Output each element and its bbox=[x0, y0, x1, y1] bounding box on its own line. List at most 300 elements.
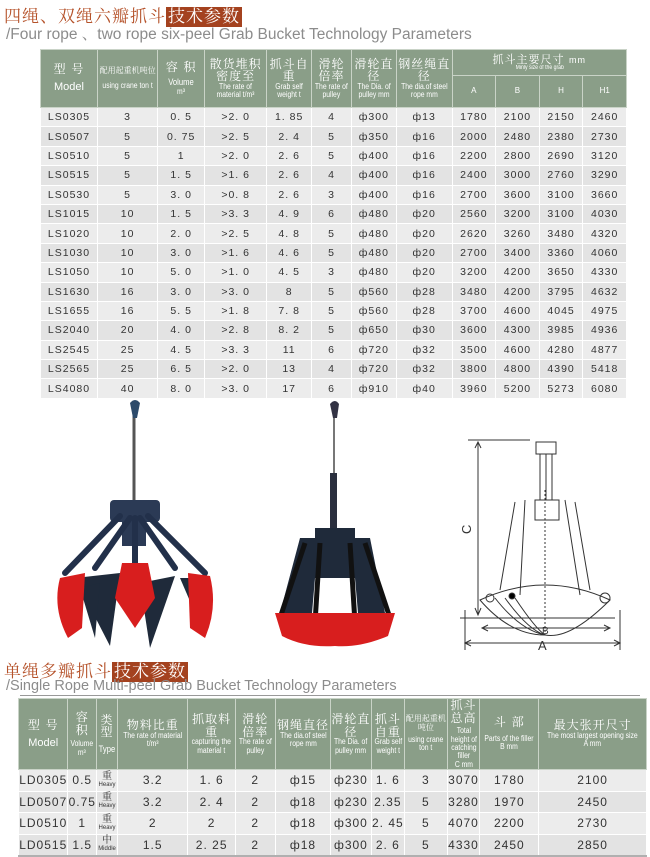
table-cell: 25 bbox=[98, 360, 158, 379]
table-cell: 4800 bbox=[496, 360, 540, 379]
section2-title-prefix: 单绳多瓣抓斗 bbox=[4, 662, 112, 682]
table-cell: 4 bbox=[312, 108, 352, 127]
table-row bbox=[19, 834, 647, 856]
col-H: H bbox=[539, 76, 583, 108]
table-cell: 5 bbox=[312, 224, 352, 243]
table-cell: 5. 0 bbox=[158, 263, 205, 282]
table-cell: 1. 5 bbox=[158, 166, 205, 185]
type-cn: 重 bbox=[102, 792, 113, 804]
table-cell: 6 bbox=[312, 204, 352, 223]
table-cell: 5. 5 bbox=[158, 301, 205, 320]
table-cell: 3480 bbox=[539, 224, 583, 243]
table-cell bbox=[97, 791, 118, 813]
col-pulley-rate: 滑轮倍率 The rate of pulley bbox=[312, 50, 352, 108]
table-cell: 2. 6 bbox=[267, 185, 312, 204]
table-cell: ф16 bbox=[396, 127, 452, 146]
table-cell: 4060 bbox=[583, 243, 627, 262]
table-row bbox=[41, 204, 627, 223]
table-cell: 3650 bbox=[539, 263, 583, 282]
table-cell: 2200 bbox=[480, 813, 539, 835]
table-cell: >2. 8 bbox=[205, 321, 267, 340]
table-cell: 2700 bbox=[452, 243, 496, 262]
table-cell: 10 bbox=[98, 204, 158, 223]
table-cell: 3960 bbox=[452, 379, 496, 398]
col-crane: 配用起重机吨位 using crane ton t bbox=[405, 699, 447, 770]
table-cell: 3200 bbox=[452, 263, 496, 282]
table-cell: 8. 2 bbox=[267, 321, 312, 340]
table-cell: 8. 0 bbox=[158, 379, 205, 398]
grab-dimension-diagram bbox=[450, 430, 645, 655]
type-en: Middle bbox=[98, 846, 116, 853]
table-cell: 2690 bbox=[539, 146, 583, 165]
table-cell: 3260 bbox=[496, 224, 540, 243]
col-H1: H1 bbox=[583, 76, 627, 108]
table-cell: 10 bbox=[98, 243, 158, 262]
table-cell: 3800 bbox=[452, 360, 496, 379]
table-cell: ф28 bbox=[396, 301, 452, 320]
table-cell: >3. 0 bbox=[205, 379, 267, 398]
table-row bbox=[41, 108, 627, 127]
table-cell: >1. 6 bbox=[205, 243, 267, 262]
table-cell: 3600 bbox=[496, 185, 540, 204]
table-cell: 4330 bbox=[583, 263, 627, 282]
table-cell: 5 bbox=[405, 813, 447, 835]
table-cell: 3.2 bbox=[118, 791, 188, 813]
table-cell: LS1030 bbox=[41, 243, 98, 262]
table-cell: 6 bbox=[312, 379, 352, 398]
table-cell: 4200 bbox=[496, 282, 540, 301]
table-cell: 2100 bbox=[496, 108, 540, 127]
table-cell: 2 bbox=[118, 813, 188, 835]
table-cell: ф13 bbox=[396, 108, 452, 127]
table-cell: 6. 5 bbox=[158, 360, 205, 379]
table-cell: 4200 bbox=[496, 263, 540, 282]
table-cell: 2730 bbox=[539, 813, 647, 835]
table-cell: 2800 bbox=[496, 146, 540, 165]
table-cell bbox=[97, 770, 118, 792]
type-cn: 中 bbox=[102, 835, 113, 847]
table-row bbox=[19, 770, 647, 792]
table-cell: 8 bbox=[267, 282, 312, 301]
table-cell: 5273 bbox=[539, 379, 583, 398]
table-cell: ф32 bbox=[396, 360, 452, 379]
table-cell: LD0305 bbox=[19, 770, 68, 792]
table-cell: 3100 bbox=[539, 204, 583, 223]
table-cell: 4280 bbox=[539, 340, 583, 359]
table-row bbox=[19, 813, 647, 835]
table-cell: 4320 bbox=[583, 224, 627, 243]
table-cell: ф30 bbox=[396, 321, 452, 340]
four-rope-grab-photo bbox=[40, 398, 230, 653]
table-cell: 3 bbox=[312, 185, 352, 204]
table-cell: >1. 6 bbox=[205, 166, 267, 185]
table-cell: 3070 bbox=[447, 770, 480, 792]
table-cell: 4877 bbox=[583, 340, 627, 359]
table-cell bbox=[97, 813, 118, 835]
table-cell: ф720 bbox=[351, 340, 396, 359]
table-cell: LS2040 bbox=[41, 321, 98, 340]
table-cell: 1.5 bbox=[68, 834, 97, 856]
col-pulley-dia: 滑轮直径 The Dia. of pulley mm bbox=[331, 699, 371, 770]
table-cell: 5 bbox=[98, 146, 158, 165]
table-cell: 2100 bbox=[539, 770, 647, 792]
table-cell: 16 bbox=[98, 282, 158, 301]
table-cell: LD0515 bbox=[19, 834, 68, 856]
col-model: 型 号 Model bbox=[41, 50, 98, 108]
table-cell: >2. 0 bbox=[205, 108, 267, 127]
section1-title-prefix: 四绳、双绳六瓣抓斗 bbox=[4, 7, 166, 27]
table-cell: ф350 bbox=[351, 127, 396, 146]
table-cell: 0.5 bbox=[68, 770, 97, 792]
table-cell: ф400 bbox=[351, 185, 396, 204]
table-row bbox=[41, 185, 627, 204]
table-cell: LS0510 bbox=[41, 146, 98, 165]
col-weight: 抓斗自重 Grab self weight t bbox=[267, 50, 312, 108]
table-cell: 3360 bbox=[539, 243, 583, 262]
col-weight: 抓斗自重 Grab self weight t bbox=[371, 699, 405, 770]
table-cell: 2 bbox=[235, 813, 275, 835]
table-cell: LS1050 bbox=[41, 263, 98, 282]
col-group-dimensions: 抓斗主要尺寸 mm Minly size of the grab bbox=[452, 50, 626, 76]
table-row bbox=[41, 282, 627, 301]
table-cell: 3 bbox=[312, 263, 352, 282]
table-cell: LS0530 bbox=[41, 185, 98, 204]
col-rope-dia: 钢丝绳直径 The dia.of steel rope mm bbox=[396, 50, 452, 108]
table-cell: >2. 5 bbox=[205, 127, 267, 146]
table-cell: 5 bbox=[98, 166, 158, 185]
table-cell: LD0507 bbox=[19, 791, 68, 813]
single-rope-params-table bbox=[18, 698, 647, 857]
table-cell: 10 bbox=[98, 263, 158, 282]
table-cell: 0.75 bbox=[68, 791, 97, 813]
table-cell: 5 bbox=[98, 185, 158, 204]
col-crane: 配用起重机吨位 using crane ton t bbox=[98, 50, 158, 108]
table-cell: 3795 bbox=[539, 282, 583, 301]
table-cell: 5 bbox=[312, 301, 352, 320]
table-cell: ф20 bbox=[396, 243, 452, 262]
table-cell: >2. 5 bbox=[205, 224, 267, 243]
table-cell: 4600 bbox=[496, 301, 540, 320]
section1-title-highlight: 技术参数 bbox=[168, 7, 240, 27]
table-cell: >0. 8 bbox=[205, 185, 267, 204]
table-cell: 6 bbox=[312, 340, 352, 359]
table-cell: ф720 bbox=[351, 360, 396, 379]
table-cell: LS0507 bbox=[41, 127, 98, 146]
table-cell: 1. 5 bbox=[158, 204, 205, 223]
type-en: Heavy bbox=[98, 781, 116, 788]
table-cell: 3400 bbox=[496, 243, 540, 262]
col-material: 物料比重 The rate of material t/m³ bbox=[118, 699, 188, 770]
table-cell: 2. 4 bbox=[267, 127, 312, 146]
table-cell: ф20 bbox=[396, 263, 452, 282]
table-cell: 5 bbox=[312, 321, 352, 340]
table-cell: 4. 5 bbox=[267, 263, 312, 282]
table-row bbox=[41, 146, 627, 165]
table-cell: >1. 0 bbox=[205, 263, 267, 282]
table-cell: 2. 6 bbox=[267, 146, 312, 165]
table-cell: 10 bbox=[98, 224, 158, 243]
table-cell: 2380 bbox=[539, 127, 583, 146]
table-cell: ф300 bbox=[331, 813, 371, 835]
table-cell: 5 bbox=[312, 282, 352, 301]
table-cell: 5 bbox=[98, 127, 158, 146]
table-cell: LS0305 bbox=[41, 108, 98, 127]
table-cell: ф18 bbox=[275, 791, 331, 813]
col-density: 散货堆积密度至 The rate of material t/m³ bbox=[205, 50, 267, 108]
table-cell: 40 bbox=[98, 379, 158, 398]
table-cell: 2. 0 bbox=[158, 224, 205, 243]
table-cell: 5 bbox=[312, 127, 352, 146]
table-cell: 1. 6 bbox=[371, 770, 405, 792]
table-cell: ф230 bbox=[331, 770, 371, 792]
table-cell: 2 bbox=[235, 834, 275, 856]
table-cell: ф16 bbox=[396, 166, 452, 185]
table-cell: 2 bbox=[188, 813, 236, 835]
col-volume: 容 积 Volume m³ bbox=[158, 50, 205, 108]
table-cell: ф480 bbox=[351, 224, 396, 243]
table-cell: 1. 6 bbox=[188, 770, 236, 792]
table-cell: 3000 bbox=[496, 166, 540, 185]
table-cell: ф560 bbox=[351, 301, 396, 320]
table-cell: ф650 bbox=[351, 321, 396, 340]
table-cell: LS4080 bbox=[41, 379, 98, 398]
table-cell: 3600 bbox=[452, 321, 496, 340]
table-cell: 3280 bbox=[447, 791, 480, 813]
table-cell: >3. 0 bbox=[205, 282, 267, 301]
table-cell: ф15 bbox=[275, 770, 331, 792]
table-cell: 1.5 bbox=[118, 834, 188, 856]
section1-subtitle: /Four rope 、two rope six-peel Grab Bucket Technology Parameters bbox=[6, 26, 472, 43]
table-cell: 4 bbox=[312, 166, 352, 185]
table-cell: 2150 bbox=[539, 108, 583, 127]
table-row bbox=[41, 224, 627, 243]
table-cell: >3. 3 bbox=[205, 204, 267, 223]
table-cell: 3120 bbox=[583, 146, 627, 165]
table-cell: 3. 0 bbox=[158, 243, 205, 262]
table-cell: LS1020 bbox=[41, 224, 98, 243]
table-cell: >2. 0 bbox=[205, 360, 267, 379]
table-cell: 4. 6 bbox=[267, 243, 312, 262]
table-row bbox=[41, 379, 627, 398]
table-cell: LS2565 bbox=[41, 360, 98, 379]
table-cell: 2760 bbox=[539, 166, 583, 185]
table-cell: ф18 bbox=[275, 834, 331, 856]
section2-divider bbox=[20, 695, 640, 696]
table-cell: 2700 bbox=[452, 185, 496, 204]
table-cell: 3. 0 bbox=[158, 185, 205, 204]
table-cell: ф230 bbox=[331, 791, 371, 813]
table-cell: 25 bbox=[98, 340, 158, 359]
col-pulley-dia: 滑轮直径 The Dia. of pulley mm bbox=[351, 50, 396, 108]
table-cell: 2560 bbox=[452, 204, 496, 223]
table-row bbox=[41, 127, 627, 146]
section2-title-highlight: 技术参数 bbox=[114, 662, 186, 682]
table-cell: ф400 bbox=[351, 166, 396, 185]
label-C: C bbox=[459, 524, 474, 534]
table-cell: >1. 8 bbox=[205, 301, 267, 320]
table-cell: LS1655 bbox=[41, 301, 98, 320]
table-cell: ф20 bbox=[396, 224, 452, 243]
table-cell: 2 bbox=[235, 770, 275, 792]
table-cell: ф910 bbox=[351, 379, 396, 398]
table-cell: 7. 8 bbox=[267, 301, 312, 320]
col-A: A bbox=[452, 76, 496, 108]
table-row bbox=[41, 301, 627, 320]
table-cell: ф40 bbox=[396, 379, 452, 398]
table-cell: >3. 3 bbox=[205, 340, 267, 359]
table-cell: 2460 bbox=[583, 108, 627, 127]
table-cell: 13 bbox=[267, 360, 312, 379]
table-row bbox=[41, 243, 627, 262]
table-cell: 1. 85 bbox=[267, 108, 312, 127]
col-bucket: 斗 部 Parts of the filler B mm bbox=[480, 699, 539, 770]
table-cell: 20 bbox=[98, 321, 158, 340]
label-B: B bbox=[542, 626, 549, 637]
four-rope-params-table bbox=[40, 49, 627, 399]
table-cell: 4975 bbox=[583, 301, 627, 320]
table-cell: 4390 bbox=[539, 360, 583, 379]
table-cell: 2850 bbox=[539, 834, 647, 856]
table-row bbox=[41, 340, 627, 359]
table-cell: ф28 bbox=[396, 282, 452, 301]
table-row bbox=[41, 360, 627, 379]
table-cell: 5200 bbox=[496, 379, 540, 398]
table-cell: 2. 6 bbox=[267, 166, 312, 185]
table-cell: 5 bbox=[312, 243, 352, 262]
table-cell: 5 bbox=[405, 834, 447, 856]
table-cell: 2. 25 bbox=[188, 834, 236, 856]
table-cell: 0. 5 bbox=[158, 108, 205, 127]
table-cell: 17 bbox=[267, 379, 312, 398]
table-cell: 4 bbox=[312, 360, 352, 379]
col-type: 类 型 Type bbox=[97, 699, 118, 770]
table-cell: 4. 9 bbox=[267, 204, 312, 223]
table-cell: 3660 bbox=[583, 185, 627, 204]
table-cell: 2620 bbox=[452, 224, 496, 243]
table-cell: 4330 bbox=[447, 834, 480, 856]
table-cell: 4936 bbox=[583, 321, 627, 340]
table-cell: 2 bbox=[235, 791, 275, 813]
col-opening: 最大张开尺寸 The most largest opening size A mm bbox=[539, 699, 647, 770]
table-cell: 2480 bbox=[496, 127, 540, 146]
table-cell: LS1015 bbox=[41, 204, 98, 223]
table-cell: 3700 bbox=[452, 301, 496, 320]
table-cell: ф560 bbox=[351, 282, 396, 301]
table-cell: ф480 bbox=[351, 204, 396, 223]
table-cell bbox=[97, 834, 118, 856]
table-cell: 4600 bbox=[496, 340, 540, 359]
table-cell: 3200 bbox=[496, 204, 540, 223]
table-cell: 5418 bbox=[583, 360, 627, 379]
col-height: 抓斗总高 Total height of catching filler C mm bbox=[447, 699, 480, 770]
table-cell: ф300 bbox=[351, 108, 396, 127]
table-cell: 5 bbox=[405, 791, 447, 813]
table-cell: ф16 bbox=[396, 185, 452, 204]
type-en: Heavy bbox=[98, 824, 116, 831]
table-cell: 4. 0 bbox=[158, 321, 205, 340]
table-cell: 6080 bbox=[583, 379, 627, 398]
col-rope-dia: 钢绳直径 The dia.of steel rope mm bbox=[275, 699, 331, 770]
table-cell: 2. 4 bbox=[188, 791, 236, 813]
table-row bbox=[41, 166, 627, 185]
table-cell: 11 bbox=[267, 340, 312, 359]
table-cell: ф480 bbox=[351, 263, 396, 282]
table-cell: LS0515 bbox=[41, 166, 98, 185]
table-cell: 2000 bbox=[452, 127, 496, 146]
table-row bbox=[19, 791, 647, 813]
two-rope-grab-photo bbox=[220, 398, 420, 653]
table-cell: LS2545 bbox=[41, 340, 98, 359]
table-cell: 3.2 bbox=[118, 770, 188, 792]
table-cell: 1780 bbox=[480, 770, 539, 792]
col-capture: 抓取料重 capturing the material t bbox=[188, 699, 236, 770]
table-cell: 1970 bbox=[480, 791, 539, 813]
table-cell: 1780 bbox=[452, 108, 496, 127]
table-cell: 3. 0 bbox=[158, 282, 205, 301]
table-cell: LS1630 bbox=[41, 282, 98, 301]
table-cell: 3290 bbox=[583, 166, 627, 185]
table-cell: 5 bbox=[312, 146, 352, 165]
table-cell: 3100 bbox=[539, 185, 583, 204]
table-cell: 1 bbox=[68, 813, 97, 835]
table-cell: ф32 bbox=[396, 340, 452, 359]
table-cell: 3500 bbox=[452, 340, 496, 359]
table-cell: 4030 bbox=[583, 204, 627, 223]
table-cell: 4. 5 bbox=[158, 340, 205, 359]
table-cell: 16 bbox=[98, 301, 158, 320]
table-cell: 2730 bbox=[583, 127, 627, 146]
table-cell: 3 bbox=[405, 770, 447, 792]
table-cell: 2450 bbox=[539, 791, 647, 813]
table-cell: ф480 bbox=[351, 243, 396, 262]
table-row bbox=[41, 321, 627, 340]
table-cell: ф300 bbox=[331, 834, 371, 856]
table-cell: ф20 bbox=[396, 204, 452, 223]
table-cell: >2. 0 bbox=[205, 146, 267, 165]
table-cell: ф16 bbox=[396, 146, 452, 165]
type-cn: 重 bbox=[102, 770, 113, 782]
table-cell: 0. 75 bbox=[158, 127, 205, 146]
table-cell: 2450 bbox=[480, 834, 539, 856]
table-cell: 2200 bbox=[452, 146, 496, 165]
table-cell: 3985 bbox=[539, 321, 583, 340]
col-model: 型 号 Model bbox=[19, 699, 68, 770]
table-cell: 4045 bbox=[539, 301, 583, 320]
col-volume: 容 积 Volume m³ bbox=[68, 699, 97, 770]
table-cell: 3 bbox=[98, 108, 158, 127]
table-cell: 2. 45 bbox=[371, 813, 405, 835]
table-row bbox=[41, 263, 627, 282]
table-cell: 4300 bbox=[496, 321, 540, 340]
table-cell: 4070 bbox=[447, 813, 480, 835]
section2-subtitle: /Single Rope Multi-peel Grab Bucket Technology Parameters bbox=[6, 678, 397, 694]
table-cell: ф18 bbox=[275, 813, 331, 835]
table-cell: 2. 6 bbox=[371, 834, 405, 856]
table-cell: LD0510 bbox=[19, 813, 68, 835]
type-cn: 重 bbox=[102, 813, 113, 825]
type-en: Heavy bbox=[98, 803, 116, 810]
table-cell: 3480 bbox=[452, 282, 496, 301]
label-A: A bbox=[538, 638, 547, 653]
table-cell: 2.35 bbox=[371, 791, 405, 813]
table-cell: 4. 8 bbox=[267, 224, 312, 243]
table-cell: ф400 bbox=[351, 146, 396, 165]
table-cell: 4632 bbox=[583, 282, 627, 301]
table-cell: 1 bbox=[158, 146, 205, 165]
col-pulley-rate: 滑轮倍率 The rate of pulley bbox=[235, 699, 275, 770]
table-cell: 2400 bbox=[452, 166, 496, 185]
col-B: B bbox=[496, 76, 540, 108]
